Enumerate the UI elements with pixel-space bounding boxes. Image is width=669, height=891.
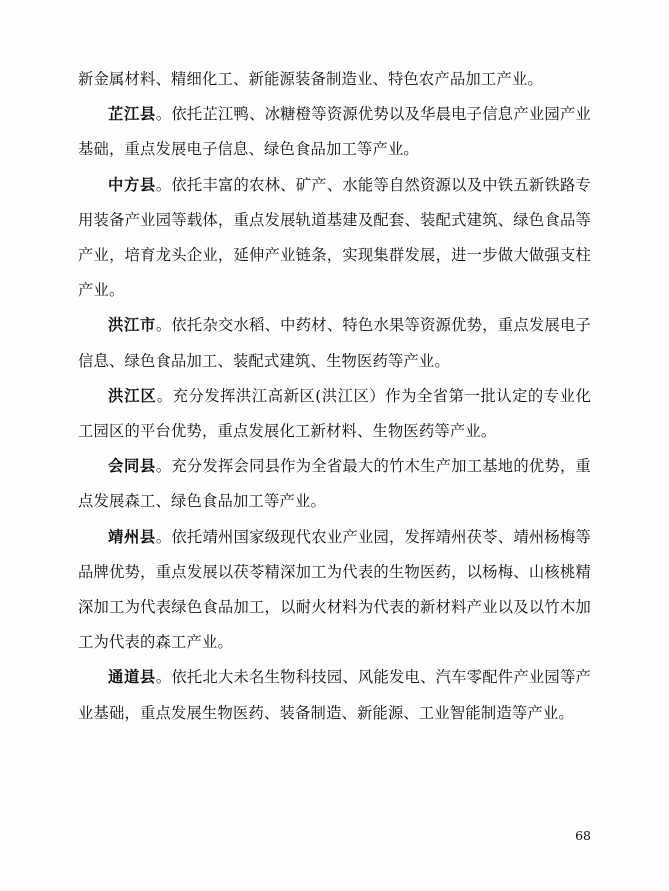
paragraph-lead-term: 会同县 xyxy=(108,457,156,476)
paragraph-hongjiang-qu xyxy=(78,379,591,449)
paragraph-huitong-xian xyxy=(78,449,591,519)
paragraph-text: 。依托北大未名生物科技园、风能发电、汽车零配件产业园等产业基础，重点发展生物医药、装备制造、新能源、工业智能制造等产业。 xyxy=(78,668,591,722)
document-body xyxy=(78,62,591,731)
paragraph-zhongfang-xian xyxy=(78,168,591,309)
paragraph-hongjiang-shi xyxy=(78,308,591,378)
paragraph-lead-term: 中方县 xyxy=(108,175,156,194)
page-number: 68 xyxy=(575,828,591,843)
paragraph-lead-term: 芷江县 xyxy=(108,105,156,124)
paragraph-lead-term: 靖州县 xyxy=(108,527,156,546)
paragraph-text: 。依托芷江鸭、冰糖橙等资源优势以及华晨电子信息产业园产业基础，重点发展电子信息、绿色食品加工等产业。 xyxy=(78,105,591,159)
paragraph-tongdao-xian xyxy=(78,660,591,730)
paragraph-continuation xyxy=(78,62,591,97)
paragraph-jingzhou-xian xyxy=(78,520,591,661)
paragraph-lead-term: 洪江区 xyxy=(108,386,157,405)
paragraph-text: 。依托丰富的农林、矿产、水能等自然资源以及中铁五新铁路专用装备产业园等载体，重点发展轨道基建及配套、装配式建筑、绿色食品等产业，培育龙头企业，延伸产业链条，实现集群发展，进一步做大做强支柱产业。 xyxy=(78,175,591,300)
paragraph-text: 。依托靖州国家级现代农业产业园，发挥靖州茯苓、靖州杨梅等品牌优势，重点发展以茯苓精深加工为代表的生物医药，以杨梅、山核桃精深加工为代表绿色食品加工，以耐火材料为代表的新材料产业以及以竹木加工为代表的森工产业。 xyxy=(78,527,591,652)
paragraph-zhijiang-xian xyxy=(78,97,591,167)
paragraph-text: 新金属材料、精细化工、新能源装备制造业、特色农产品加工产业。 xyxy=(78,70,543,88)
paragraph-text: 。充分发挥会同县作为全省最大的竹木生产加工基地的优势，重点发展森工、绿色食品加工等产业。 xyxy=(78,457,591,511)
paragraph-lead-term: 洪江市 xyxy=(108,316,156,335)
paragraph-text: 。依托杂交水稻、中药材、特色水果等资源优势，重点发展电子信息、绿色食品加工、装配式建筑、生物医药等产业。 xyxy=(78,316,591,370)
paragraph-text: 。充分发挥洪江高新区(洪江区）作为全省第一批认定的专业化工园区的平台优势，重点发展化工新材料、生物医药等产业。 xyxy=(78,386,591,441)
paragraph-lead-term: 通道县 xyxy=(108,668,156,687)
